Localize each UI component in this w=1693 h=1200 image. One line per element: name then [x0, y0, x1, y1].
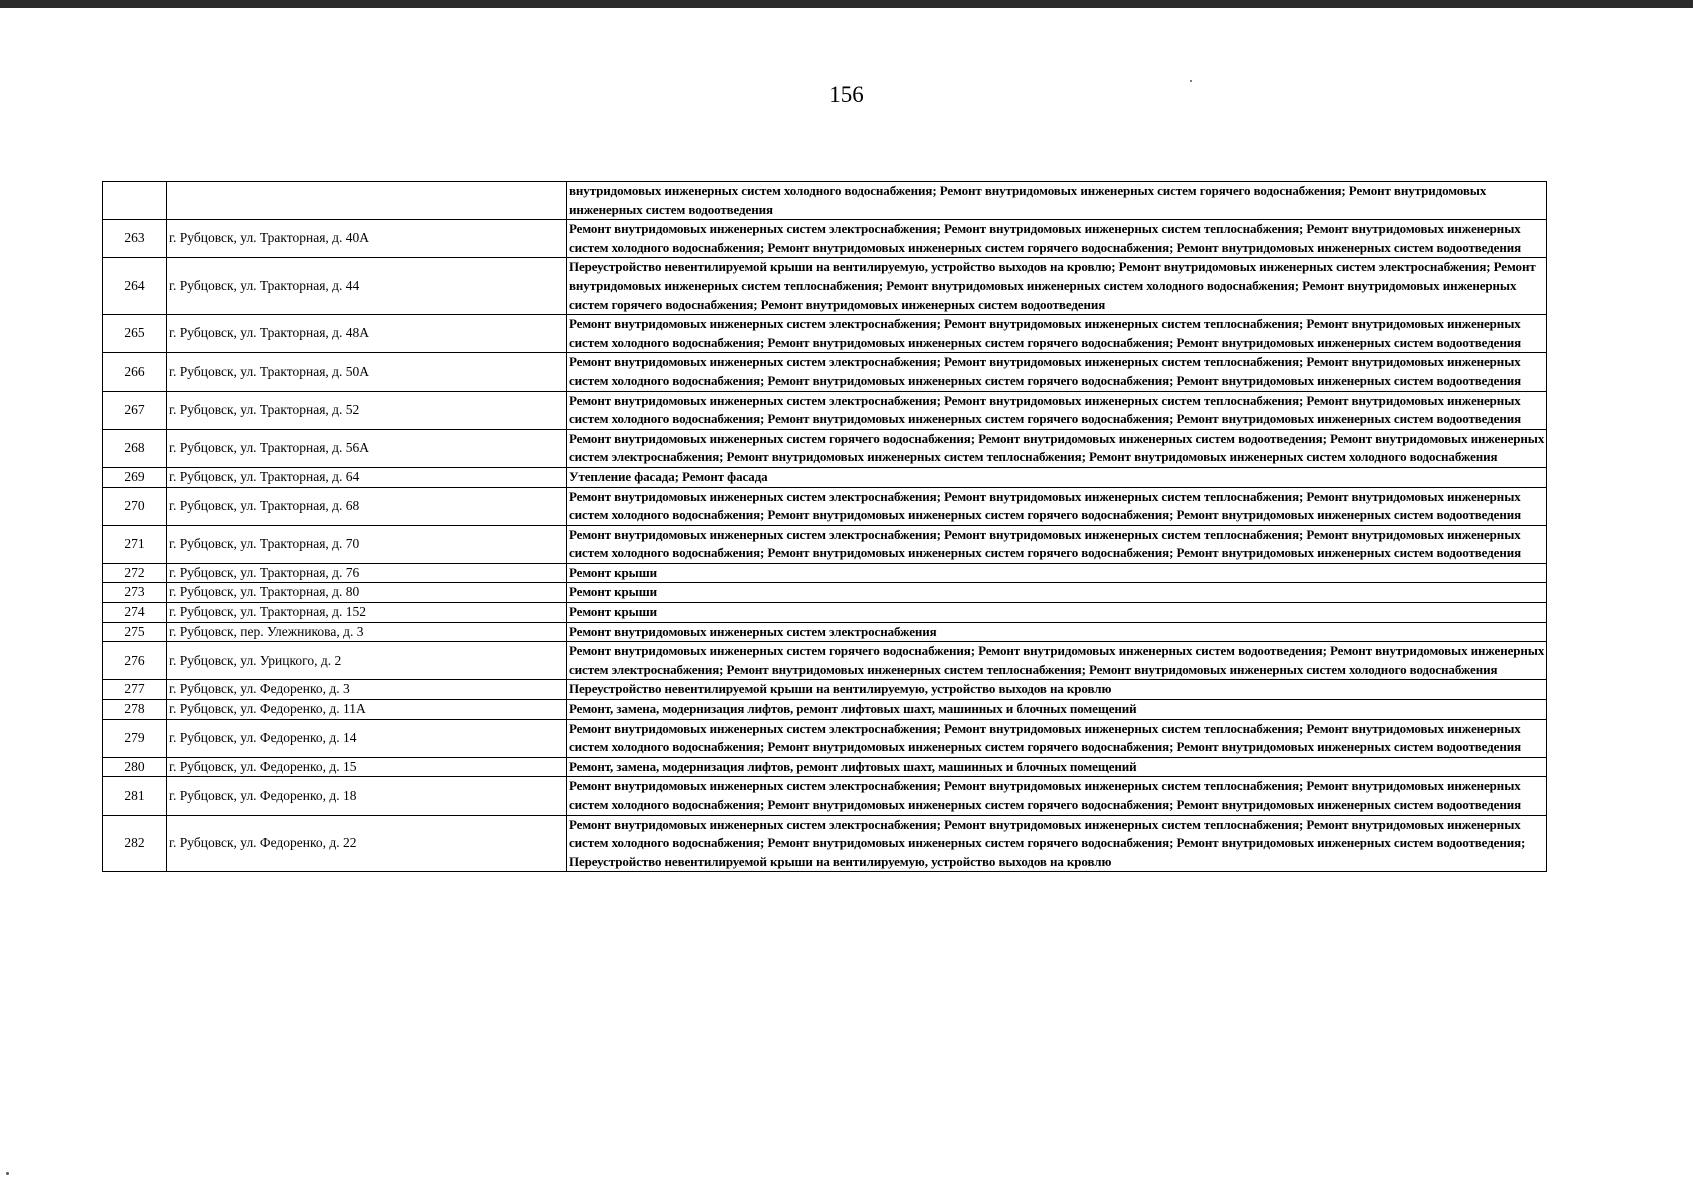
row-works: Ремонт внутридомовых инженерных систем горячего водоснабжения; Ремонт внутридомовых инженерных систем водоотведения; Ремонт внутридомовых инженерных систем электроснабжения; Ремонт внутридомовых инженерных систем теплоснабжения; Ремонт внутридомовых инженерных систем холодного водоснабжения: [567, 642, 1547, 680]
row-address: г. Рубцовск, ул. Федоренко, д. 14: [167, 719, 567, 757]
row-number: 275: [103, 622, 167, 642]
table-row: [103, 315, 1547, 353]
row-number: 282: [103, 815, 167, 872]
row-address: г. Рубцовск, ул. Тракторная, д. 48А: [167, 315, 567, 353]
row-address: г. Рубцовск, ул. Федоренко, д. 11А: [167, 700, 567, 720]
row-number: 268: [103, 429, 167, 467]
table-row: [103, 642, 1547, 680]
table-row: [103, 220, 1547, 258]
row-number: 272: [103, 563, 167, 583]
row-number: 281: [103, 777, 167, 815]
row-works: Ремонт крыши: [567, 563, 1547, 583]
table-row: [103, 258, 1547, 315]
repair-works-table: [102, 181, 1547, 872]
row-number: 280: [103, 757, 167, 777]
row-works: Ремонт внутридомовых инженерных систем электроснабжения; Ремонт внутридомовых инженерных систем теплоснабжения; Ремонт внутридомовых инженерных систем холодного водоснабжения; Ремонт внутридомовых инженерных систем горячего водоснабжения; Ремонт внутридомовых инженерных систем водоотведения: [567, 220, 1547, 258]
scan-speck: [6, 1172, 9, 1175]
row-address: г. Рубцовск, ул. Тракторная, д. 64: [167, 467, 567, 487]
table-row: [103, 429, 1547, 467]
row-works: Ремонт внутридомовых инженерных систем электроснабжения; Ремонт внутридомовых инженерных систем теплоснабжения; Ремонт внутридомовых инженерных систем холодного водоснабжения; Ремонт внутридомовых инженерных систем горячего водоснабжения; Ремонт внутридомовых инженерных систем водоотведения: [567, 391, 1547, 429]
row-address: г. Рубцовск, ул. Урицкого, д. 2: [167, 642, 567, 680]
row-number: [103, 182, 167, 220]
row-works: Утепление фасада; Ремонт фасада: [567, 467, 1547, 487]
row-number: 267: [103, 391, 167, 429]
row-address: г. Рубцовск, ул. Тракторная, д. 152: [167, 603, 567, 623]
row-works: Ремонт, замена, модернизация лифтов, ремонт лифтовых шахт, машинных и блочных помещений: [567, 757, 1547, 777]
row-address: г. Рубцовск, ул. Федоренко, д. 22: [167, 815, 567, 872]
row-number: 279: [103, 719, 167, 757]
row-works: Переустройство невентилируемой крыши на вентилируемую, устройство выходов на кровлю: [567, 680, 1547, 700]
row-works: внутридомовых инженерных систем холодного водоснабжения; Ремонт внутридомовых инженерных систем горячего водоснабжения; Ремонт внутридомовых инженерных систем водоотведения: [567, 182, 1547, 220]
table-row: [103, 583, 1547, 603]
row-number: 269: [103, 467, 167, 487]
row-number: 265: [103, 315, 167, 353]
row-works: Ремонт внутридомовых инженерных систем электроснабжения; Ремонт внутридомовых инженерных систем теплоснабжения; Ремонт внутридомовых инженерных систем холодного водоснабжения; Ремонт внутридомовых инженерных систем горячего водоснабжения; Ремонт внутридомовых инженерных систем водоотведения: [567, 315, 1547, 353]
row-works: Ремонт, замена, модернизация лифтов, ремонт лифтовых шахт, машинных и блочных помещений: [567, 700, 1547, 720]
row-address: г. Рубцовск, пер. Улежникова, д. 3: [167, 622, 567, 642]
row-number: 277: [103, 680, 167, 700]
row-works: Ремонт крыши: [567, 603, 1547, 623]
row-number: 264: [103, 258, 167, 315]
table-row: [103, 391, 1547, 429]
row-number: 274: [103, 603, 167, 623]
row-works: Ремонт крыши: [567, 583, 1547, 603]
table-row: [103, 525, 1547, 563]
row-number: 263: [103, 220, 167, 258]
row-address: г. Рубцовск, ул. Тракторная, д. 76: [167, 563, 567, 583]
row-works: Ремонт внутридомовых инженерных систем электроснабжения; Ремонт внутридомовых инженерных систем теплоснабжения; Ремонт внутридомовых инженерных систем холодного водоснабжения; Ремонт внутридомовых инженерных систем горячего водоснабжения; Ремонт внутридомовых инженерных систем водоотведения: [567, 353, 1547, 391]
table-row: [103, 563, 1547, 583]
row-works: Ремонт внутридомовых инженерных систем электроснабжения: [567, 622, 1547, 642]
table-row: [103, 353, 1547, 391]
row-address: г. Рубцовск, ул. Федоренко, д. 3: [167, 680, 567, 700]
row-number: 276: [103, 642, 167, 680]
row-works: Ремонт внутридомовых инженерных систем электроснабжения; Ремонт внутридомовых инженерных систем теплоснабжения; Ремонт внутридомовых инженерных систем холодного водоснабжения; Ремонт внутридомовых инженерных систем горячего водоснабжения; Ремонт внутридомовых инженерных систем водоотведения: [567, 777, 1547, 815]
row-works: Переустройство невентилируемой крыши на вентилируемую, устройство выходов на кровлю; Ремонт внутридомовых инженерных систем электроснабжения; Ремонт внутридомовых инженерных систем теплоснабжения; Ремонт внутридомовых инженерных систем холодного водоснабжения; Ремонт внутридомовых инженерных систем горячего водоснабжения; Ремонт внутридомовых инженерных систем водоотведения: [567, 258, 1547, 315]
row-number: 273: [103, 583, 167, 603]
table-row: [103, 757, 1547, 777]
row-address: г. Рубцовск, ул. Тракторная, д. 70: [167, 525, 567, 563]
table-row: [103, 487, 1547, 525]
row-works: Ремонт внутридомовых инженерных систем электроснабжения; Ремонт внутридомовых инженерных систем теплоснабжения; Ремонт внутридомовых инженерных систем холодного водоснабжения; Ремонт внутридомовых инженерных систем горячего водоснабжения; Ремонт внутридомовых инженерных систем водоотведения: [567, 719, 1547, 757]
row-number: 271: [103, 525, 167, 563]
row-address: г. Рубцовск, ул. Тракторная, д. 44: [167, 258, 567, 315]
row-address: г. Рубцовск, ул. Федоренко, д. 18: [167, 777, 567, 815]
row-works: Ремонт внутридомовых инженерных систем электроснабжения; Ремонт внутридомовых инженерных систем теплоснабжения; Ремонт внутридомовых инженерных систем холодного водоснабжения; Ремонт внутридомовых инженерных систем горячего водоснабжения; Ремонт внутридомовых инженерных систем водоотведения: [567, 525, 1547, 563]
row-address: г. Рубцовск, ул. Тракторная, д. 56А: [167, 429, 567, 467]
table-row: [103, 603, 1547, 623]
row-works: Ремонт внутридомовых инженерных систем электроснабжения; Ремонт внутридомовых инженерных систем теплоснабжения; Ремонт внутридомовых инженерных систем холодного водоснабжения; Ремонт внутридомовых инженерных систем горячего водоснабжения; Ремонт внутридомовых инженерных систем водоотведения: [567, 487, 1547, 525]
row-address: г. Рубцовск, ул. Тракторная, д. 68: [167, 487, 567, 525]
table-row: [103, 719, 1547, 757]
row-number: 270: [103, 487, 167, 525]
table-row: [103, 815, 1547, 872]
row-address: г. Рубцовск, ул. Тракторная, д. 40А: [167, 220, 567, 258]
row-address: г. Рубцовск, ул. Тракторная, д. 50А: [167, 353, 567, 391]
row-number: 266: [103, 353, 167, 391]
row-number: 278: [103, 700, 167, 720]
table-row: [103, 182, 1547, 220]
row-address: г. Рубцовск, ул. Федоренко, д. 15: [167, 757, 567, 777]
row-address: г. Рубцовск, ул. Тракторная, д. 52: [167, 391, 567, 429]
row-works: Ремонт внутридомовых инженерных систем горячего водоснабжения; Ремонт внутридомовых инженерных систем водоотведения; Ремонт внутридомовых инженерных систем электроснабжения; Ремонт внутридомовых инженерных систем теплоснабжения; Ремонт внутридомовых инженерных систем холодного водоснабжения: [567, 429, 1547, 467]
table-row: [103, 622, 1547, 642]
table-row: [103, 777, 1547, 815]
row-works: Ремонт внутридомовых инженерных систем электроснабжения; Ремонт внутридомовых инженерных систем теплоснабжения; Ремонт внутридомовых инженерных систем холодного водоснабжения; Ремонт внутридомовых инженерных систем горячего водоснабжения; Ремонт внутридомовых инженерных систем водоотведения; Переустройство невентилируемой крыши на вентилируемую, устройство выходов на кровлю: [567, 815, 1547, 872]
table-row: [103, 467, 1547, 487]
scan-top-edge: [0, 0, 1693, 8]
table-row: [103, 700, 1547, 720]
row-address: г. Рубцовск, ул. Тракторная, д. 80: [167, 583, 567, 603]
row-address: [167, 182, 567, 220]
table-row: [103, 680, 1547, 700]
page-number: 156: [829, 82, 864, 107]
